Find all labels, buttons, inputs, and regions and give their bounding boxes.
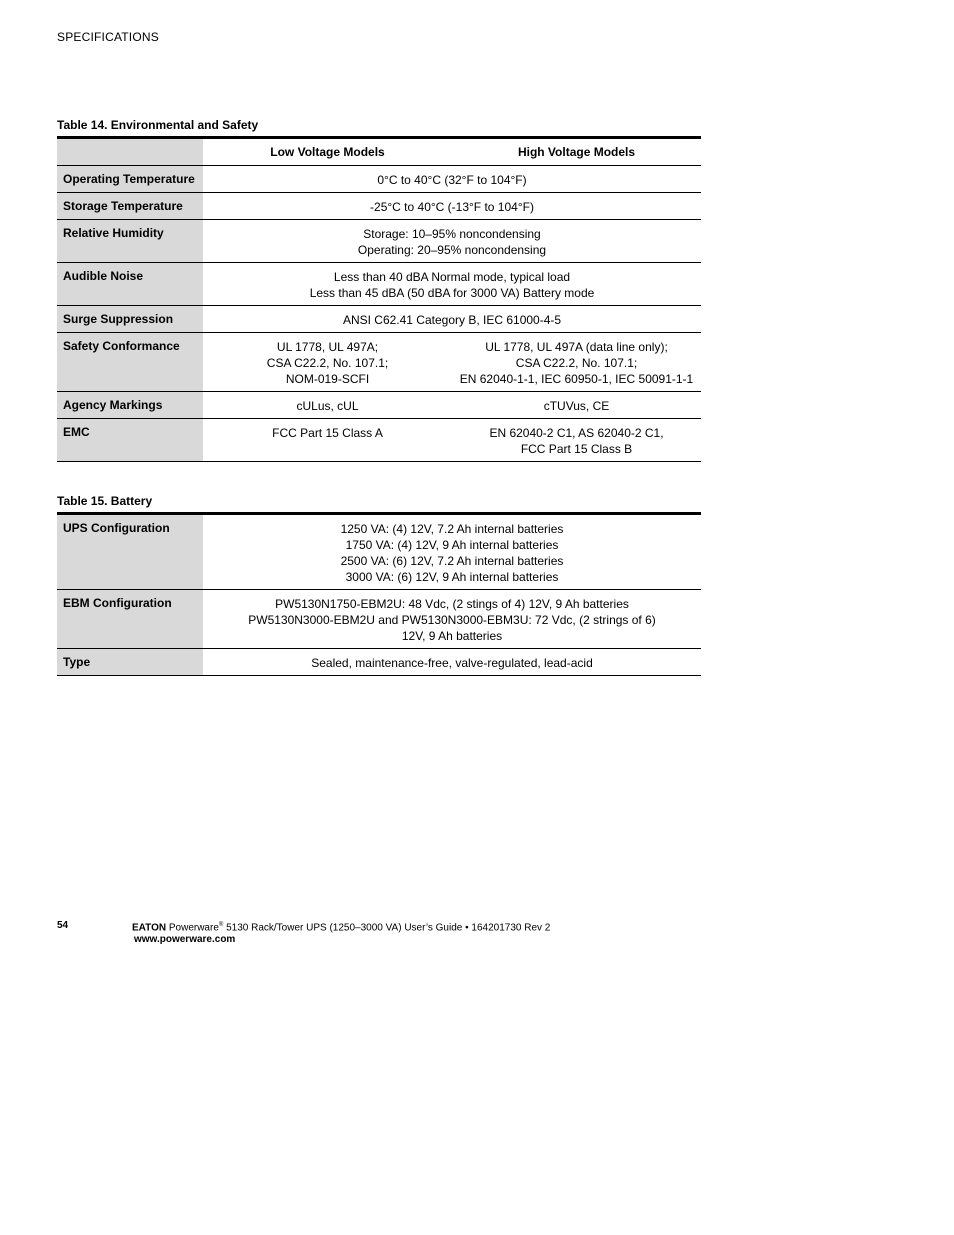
value-line: 3000 VA: (6) 12V, 9 Ah internal batteries (345, 570, 559, 584)
value-line: Operating: 20–95% noncondensing (357, 243, 547, 257)
page-number: 54 (57, 920, 69, 931)
value-cell (203, 220, 701, 263)
table-row (57, 263, 701, 306)
value-line: UL 1778, UL 497A; (276, 340, 379, 354)
environmental-safety-table (57, 136, 701, 462)
footer-brand: EATON (132, 922, 167, 934)
value-line: NOM-019-SCFI (285, 372, 370, 386)
value-cell (203, 306, 701, 333)
value-line: 0°C to 40°C (32°F to 104°F) (377, 173, 527, 187)
value-line: Less than 45 dBA (50 dBA for 3000 VA) Battery mode (309, 286, 595, 300)
value-line: CSA C22.2, No. 107.1; (515, 356, 638, 370)
footer-url: www.powerware.com (134, 934, 236, 946)
value-line: cULus, cUL (296, 399, 359, 413)
row-label: Audible Noise (57, 263, 203, 306)
value-line: UL 1778, UL 497A (data line only); (485, 340, 668, 354)
battery-table (57, 512, 701, 676)
row-label: Safety Conformance (57, 333, 203, 392)
value-line: -25°C to 40°C (-13°F to 104°F) (370, 200, 534, 214)
value-line: 1750 VA: (4) 12V, 9 Ah internal batteries (345, 538, 559, 552)
value-line: FCC Part 15 Class A (272, 426, 383, 440)
section-header: SPECIFICATIONS (57, 30, 159, 44)
low-voltage-cell (203, 392, 452, 419)
table-row (57, 590, 701, 649)
row-label: Surge Suppression (57, 306, 203, 333)
col-header-high-voltage: High Voltage Models (452, 138, 701, 166)
value-line: PW5130N1750-EBM2U: 48 Vdc, (2 stings of 4) 12V, 9 Ah batteries (275, 597, 629, 611)
value-line: 1250 VA: (4) 12V, 7.2 Ah internal batteries (340, 522, 564, 536)
row-label: EMC (57, 419, 203, 462)
row-label: EBM Configuration (57, 590, 203, 649)
row-label: Type (57, 649, 203, 676)
value-line: EN 62040-1-1, IEC 60950-1, IEC 50091-1-1 (459, 372, 694, 386)
row-label: Storage Temperature (57, 193, 203, 220)
table-row (57, 649, 701, 676)
table-row (57, 193, 701, 220)
footer-title: 5130 Rack/Tower UPS (1250–3000 VA) User’s Guide • 164201730 Rev 2 (223, 922, 551, 934)
registered-mark: ® (218, 922, 224, 928)
table-row (57, 419, 701, 462)
value-line: ANSI C62.41 Category B, IEC 61000-4-5 (342, 313, 562, 327)
value-cell (203, 649, 701, 676)
table-row (57, 392, 701, 419)
low-voltage-cell (203, 333, 452, 392)
row-label: UPS Configuration (57, 514, 203, 590)
col-header-low-voltage: Low Voltage Models (203, 138, 452, 166)
value-line: CSA C22.2, No. 107.1; (266, 356, 389, 370)
low-voltage-cell (203, 419, 452, 462)
high-voltage-cell (452, 392, 701, 419)
footer-product: Powerware (168, 922, 219, 934)
value-line: EN 62040-2 C1, AS 62040-2 C1, (489, 426, 664, 440)
value-cell (203, 166, 701, 193)
value-cell (203, 514, 701, 590)
value-line: Less than 40 dBA Normal mode, typical load (333, 270, 571, 284)
value-cell (203, 263, 701, 306)
row-label: Agency Markings (57, 392, 203, 419)
table-row (57, 514, 701, 590)
high-voltage-cell (452, 333, 701, 392)
value-line: 12V, 9 Ah batteries (401, 629, 503, 643)
table14-corner-cell (57, 138, 203, 166)
value-cell (203, 590, 701, 649)
value-line: 2500 VA: (6) 12V, 7.2 Ah internal batteries (340, 554, 564, 568)
table-row (57, 333, 701, 392)
table-row (57, 306, 701, 333)
value-line: FCC Part 15 Class B (520, 442, 633, 456)
value-line: PW5130N3000-EBM2U and PW5130N3000-EBM3U: 72 Vdc, (2 strings of 6) (248, 613, 656, 627)
table-row (57, 166, 701, 193)
table14-caption: Table 14. Environmental and Safety (57, 118, 259, 132)
table-row (57, 220, 701, 263)
table15-caption: Table 15. Battery (57, 494, 153, 508)
value-line: cTUVus, CE (543, 399, 610, 413)
high-voltage-cell (452, 419, 701, 462)
row-label: Operating Temperature (57, 166, 203, 193)
row-label: Relative Humidity (57, 220, 203, 263)
value-line: Storage: 10–95% noncondensing (363, 227, 541, 241)
value-cell (203, 193, 701, 220)
footer (132, 919, 550, 946)
value-line: Sealed, maintenance-free, valve-regulated, lead-acid (311, 656, 593, 670)
